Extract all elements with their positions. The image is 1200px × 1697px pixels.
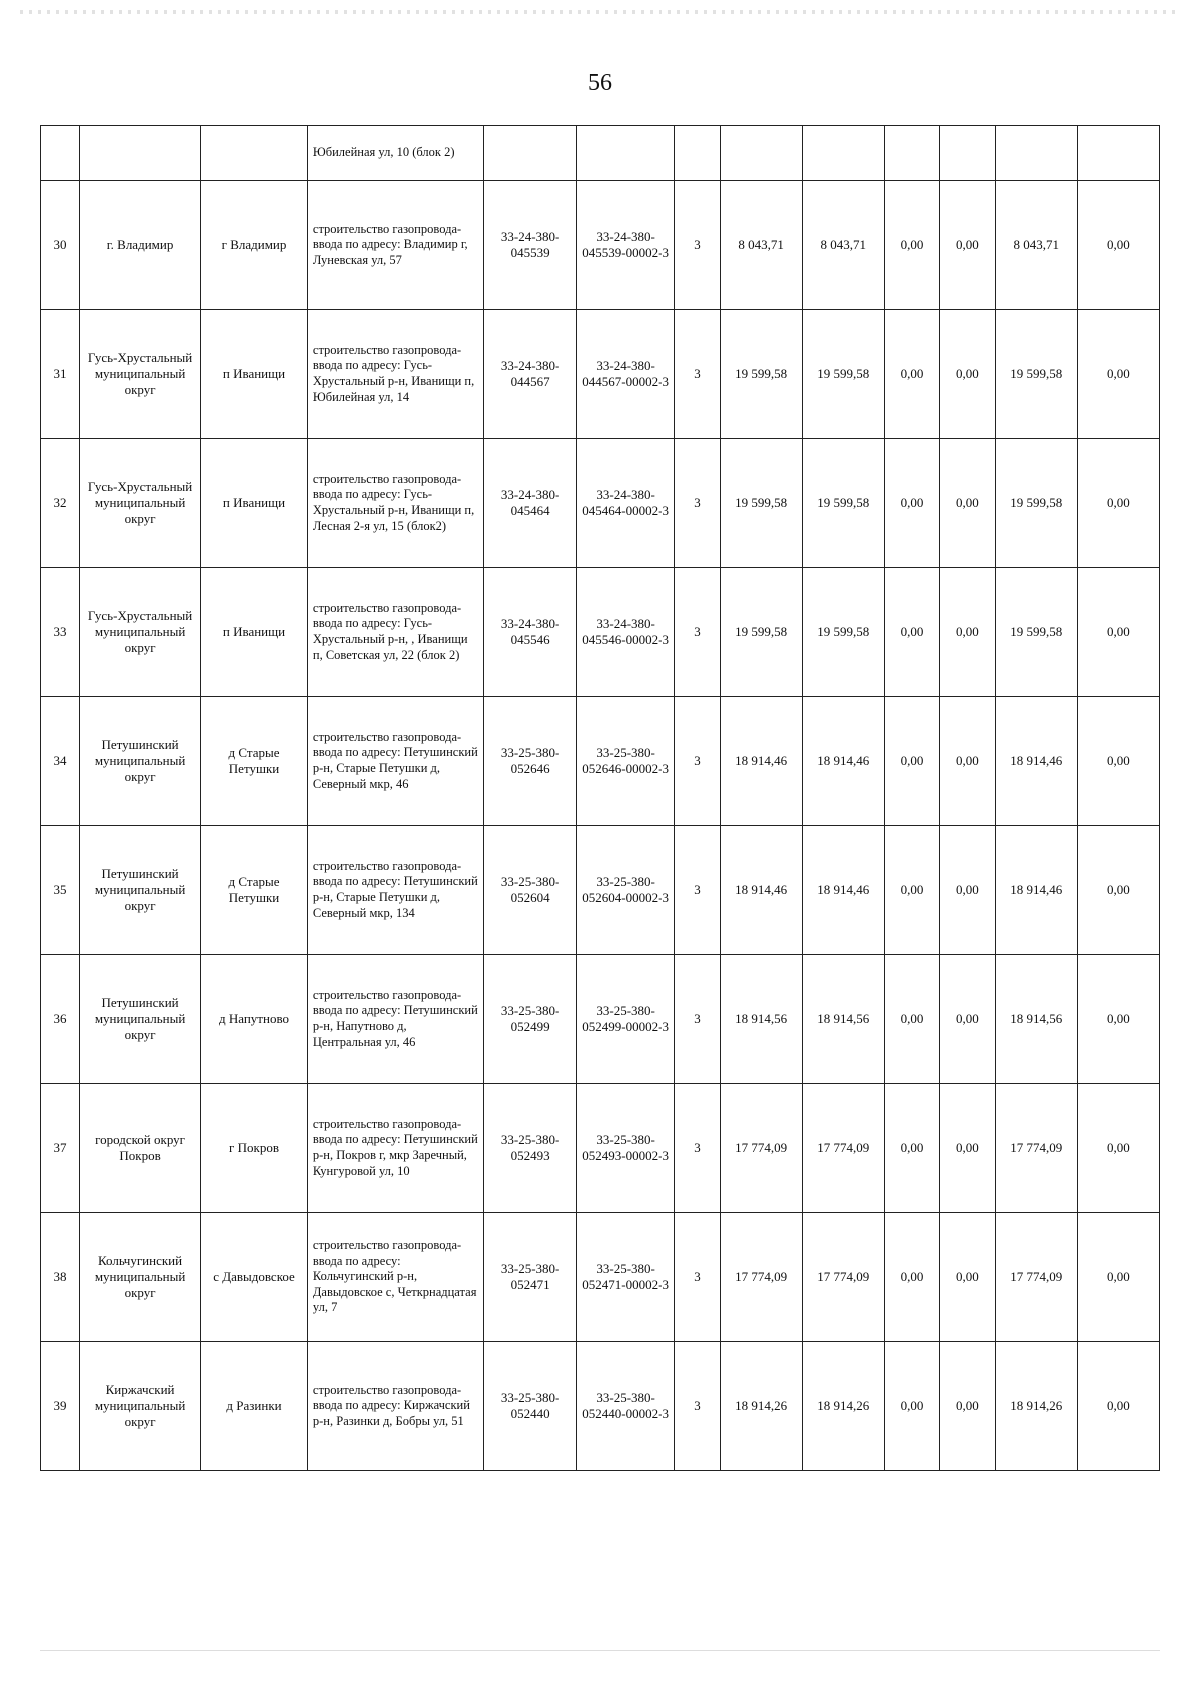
cell-v1: 18 914,26: [720, 1342, 802, 1471]
cell-v2: 17 774,09: [802, 1084, 884, 1213]
cell-v4: 0,00: [940, 1213, 995, 1342]
cell-v5: 19 599,58: [995, 310, 1077, 439]
cell-municipality: Гусь-Хрустальный муниципальный округ: [80, 439, 201, 568]
cell-cat: 3: [675, 310, 720, 439]
cell-v2: 19 599,58: [802, 568, 884, 697]
cell-v6: 0,00: [1077, 568, 1159, 697]
cell-v2: [802, 126, 884, 181]
cell-v1: 18 914,46: [720, 697, 802, 826]
table-row: [41, 826, 1160, 955]
cell-v1: 19 599,58: [720, 439, 802, 568]
cell-v6: 0,00: [1077, 1084, 1159, 1213]
cell-v3: 0,00: [884, 955, 939, 1084]
cell-municipality: Киржачский муниципальный округ: [80, 1342, 201, 1471]
scan-noise: [20, 10, 1180, 14]
cell-v4: 0,00: [940, 439, 995, 568]
cell-object: Юбилейная ул, 10 (блок 2): [307, 126, 484, 181]
cell-v6: 0,00: [1077, 439, 1159, 568]
cell-v5: 18 914,46: [995, 697, 1077, 826]
cell-v1: 19 599,58: [720, 568, 802, 697]
cell-v5: 19 599,58: [995, 439, 1077, 568]
cell-v6: 0,00: [1077, 1342, 1159, 1471]
cell-settlement: г Владимир: [201, 181, 308, 310]
cell-object: строительство газопровода-ввода по адресу: Петушинский р-н, Покров г, мкр Заречный, Кунгуровой ул, 10: [307, 1084, 484, 1213]
cell-v6: 0,00: [1077, 826, 1159, 955]
table-row: [41, 697, 1160, 826]
cell-v6: 0,00: [1077, 1213, 1159, 1342]
cell-cat: 3: [675, 697, 720, 826]
cell-settlement: д Напутново: [201, 955, 308, 1084]
table-row: [41, 568, 1160, 697]
cell-settlement: г Покров: [201, 1084, 308, 1213]
cell-v3: 0,00: [884, 439, 939, 568]
cell-object: строительство газопровода-ввода по адресу: Гусь-Хрустальный р-н, , Иванищи п, Советская ул, 22 (блок 2): [307, 568, 484, 697]
cell-v5: 18 914,56: [995, 955, 1077, 1084]
cell-no: 36: [41, 955, 80, 1084]
cell-municipality: Гусь-Хрустальный муниципальный округ: [80, 310, 201, 439]
cell-settlement: д Старые Петушки: [201, 826, 308, 955]
cell-code1: 33-25-380-052493: [484, 1084, 576, 1213]
cell-object: строительство газопровода-ввода по адресу: Киржачский р-н, Разинки д, Бобры ул, 51: [307, 1342, 484, 1471]
cell-municipality: Кольчугинский муниципальный округ: [80, 1213, 201, 1342]
table-row: [41, 1084, 1160, 1213]
cell-object: строительство газопровода-ввода по адресу: Петушинский р-н, Старые Петушки д, Северный мкр, 134: [307, 826, 484, 955]
cell-cat: 3: [675, 568, 720, 697]
cell-v1: 18 914,56: [720, 955, 802, 1084]
cell-municipality: городской округ Покров: [80, 1084, 201, 1213]
cell-municipality: Гусь-Хрустальный муниципальный округ: [80, 568, 201, 697]
cell-settlement: д Разинки: [201, 1342, 308, 1471]
cell-v4: 0,00: [940, 1084, 995, 1213]
table-row: [41, 181, 1160, 310]
cell-object: строительство газопровода-ввода по адресу: Гусь-Хрустальный р-н, Иванищи п, Лесная 2-я ул, 15 (блок2): [307, 439, 484, 568]
cell-v6: 0,00: [1077, 181, 1159, 310]
cell-settlement: с Давыдовское: [201, 1213, 308, 1342]
cell-no: 31: [41, 310, 80, 439]
cell-v4: 0,00: [940, 568, 995, 697]
cell-v1: 19 599,58: [720, 310, 802, 439]
cell-settlement: [201, 126, 308, 181]
cell-v1: 17 774,09: [720, 1213, 802, 1342]
cell-code1: 33-25-380-052499: [484, 955, 576, 1084]
cell-code1: 33-25-380-052471: [484, 1213, 576, 1342]
cell-v4: 0,00: [940, 697, 995, 826]
cell-settlement: д Старые Петушки: [201, 697, 308, 826]
cell-v3: 0,00: [884, 568, 939, 697]
cell-object: строительство газопровода-ввода по адресу: Владимир г, Луневская ул, 57: [307, 181, 484, 310]
cell-no: 39: [41, 1342, 80, 1471]
cell-code1: [484, 126, 576, 181]
cell-code1: 33-25-380-052604: [484, 826, 576, 955]
cell-code2: [576, 126, 675, 181]
cell-v1: 18 914,46: [720, 826, 802, 955]
table-body: [41, 126, 1160, 1471]
cell-v5: 17 774,09: [995, 1084, 1077, 1213]
cell-no: [41, 126, 80, 181]
cell-no: 32: [41, 439, 80, 568]
cell-object: строительство газопровода-ввода по адресу: Петушинский р-н, Напутново д, Центральная ул, 46: [307, 955, 484, 1084]
cell-v6: 0,00: [1077, 310, 1159, 439]
cell-code1: 33-24-380-045464: [484, 439, 576, 568]
cell-no: 37: [41, 1084, 80, 1213]
cell-object: строительство газопровода-ввода по адресу: Гусь-Хрустальный р-н, Иванищи п, Юбилейная ул, 14: [307, 310, 484, 439]
cell-settlement: п Иванищи: [201, 568, 308, 697]
cell-cat: 3: [675, 1342, 720, 1471]
cell-cat: [675, 126, 720, 181]
cell-v3: 0,00: [884, 1213, 939, 1342]
cell-cat: 3: [675, 955, 720, 1084]
cell-object: строительство газопровода-ввода по адресу: Кольчугинский р-н, Давыдовское с, Четкрнадцатая ул, 7: [307, 1213, 484, 1342]
cell-code2: 33-25-380-052499-00002-3: [576, 955, 675, 1084]
cell-code2: 33-25-380-052471-00002-3: [576, 1213, 675, 1342]
cell-code2: 33-24-380-045464-00002-3: [576, 439, 675, 568]
cell-v4: 0,00: [940, 955, 995, 1084]
cell-v5: 8 043,71: [995, 181, 1077, 310]
cell-code1: 33-24-380-044567: [484, 310, 576, 439]
cell-v4: [940, 126, 995, 181]
cell-v6: 0,00: [1077, 955, 1159, 1084]
table-row: [41, 439, 1160, 568]
cell-municipality: Петушинский муниципальный округ: [80, 955, 201, 1084]
table-row-continuation: [41, 126, 1160, 181]
cell-cat: 3: [675, 1213, 720, 1342]
cell-code1: 33-25-380-052440: [484, 1342, 576, 1471]
cell-v3: 0,00: [884, 697, 939, 826]
cell-code1: 33-24-380-045539: [484, 181, 576, 310]
cell-v2: 18 914,46: [802, 697, 884, 826]
table-row: [41, 955, 1160, 1084]
cell-v3: 0,00: [884, 1342, 939, 1471]
scan-noise-bottom: [40, 1650, 1160, 1651]
cell-municipality: г. Владимир: [80, 181, 201, 310]
cell-v4: 0,00: [940, 826, 995, 955]
cell-v2: 18 914,46: [802, 826, 884, 955]
cell-v2: 19 599,58: [802, 439, 884, 568]
cell-v3: 0,00: [884, 181, 939, 310]
cell-v5: 17 774,09: [995, 1213, 1077, 1342]
cell-cat: 3: [675, 439, 720, 568]
cell-v5: [995, 126, 1077, 181]
cell-v4: 0,00: [940, 310, 995, 439]
cell-code1: 33-24-380-045546: [484, 568, 576, 697]
cell-v2: 19 599,58: [802, 310, 884, 439]
page-number: 56: [588, 70, 612, 96]
cell-v5: 18 914,46: [995, 826, 1077, 955]
register-table: [40, 125, 1160, 1471]
cell-code2: 33-24-380-045546-00002-3: [576, 568, 675, 697]
cell-no: 35: [41, 826, 80, 955]
cell-settlement: п Иванищи: [201, 439, 308, 568]
cell-municipality: Петушинский муниципальный округ: [80, 697, 201, 826]
cell-v1: 17 774,09: [720, 1084, 802, 1213]
cell-no: 34: [41, 697, 80, 826]
cell-code2: 33-25-380-052440-00002-3: [576, 1342, 675, 1471]
cell-v3: 0,00: [884, 1084, 939, 1213]
cell-v3: [884, 126, 939, 181]
cell-no: 33: [41, 568, 80, 697]
cell-object: строительство газопровода-ввода по адресу: Петушинский р-н, Старые Петушки д, Северный мкр, 46: [307, 697, 484, 826]
cell-v2: 18 914,56: [802, 955, 884, 1084]
table-row: [41, 1213, 1160, 1342]
table-row: [41, 1342, 1160, 1471]
cell-cat: 3: [675, 181, 720, 310]
table-row: [41, 310, 1160, 439]
cell-municipality: Петушинский муниципальный округ: [80, 826, 201, 955]
cell-settlement: п Иванищи: [201, 310, 308, 439]
cell-v6: [1077, 126, 1159, 181]
cell-code2: 33-25-380-052604-00002-3: [576, 826, 675, 955]
cell-v2: 18 914,26: [802, 1342, 884, 1471]
cell-v3: 0,00: [884, 310, 939, 439]
cell-code2: 33-25-380-052493-00002-3: [576, 1084, 675, 1213]
cell-v3: 0,00: [884, 826, 939, 955]
cell-v1: [720, 126, 802, 181]
cell-cat: 3: [675, 826, 720, 955]
cell-v6: 0,00: [1077, 697, 1159, 826]
cell-code2: 33-24-380-045539-00002-3: [576, 181, 675, 310]
cell-v2: 8 043,71: [802, 181, 884, 310]
cell-code2: 33-25-380-052646-00002-3: [576, 697, 675, 826]
cell-code2: 33-24-380-044567-00002-3: [576, 310, 675, 439]
cell-v1: 8 043,71: [720, 181, 802, 310]
cell-no: 38: [41, 1213, 80, 1342]
cell-v4: 0,00: [940, 181, 995, 310]
cell-v5: 18 914,26: [995, 1342, 1077, 1471]
cell-v5: 19 599,58: [995, 568, 1077, 697]
cell-v2: 17 774,09: [802, 1213, 884, 1342]
cell-v4: 0,00: [940, 1342, 995, 1471]
cell-no: 30: [41, 181, 80, 310]
cell-cat: 3: [675, 1084, 720, 1213]
cell-municipality: [80, 126, 201, 181]
cell-code1: 33-25-380-052646: [484, 697, 576, 826]
